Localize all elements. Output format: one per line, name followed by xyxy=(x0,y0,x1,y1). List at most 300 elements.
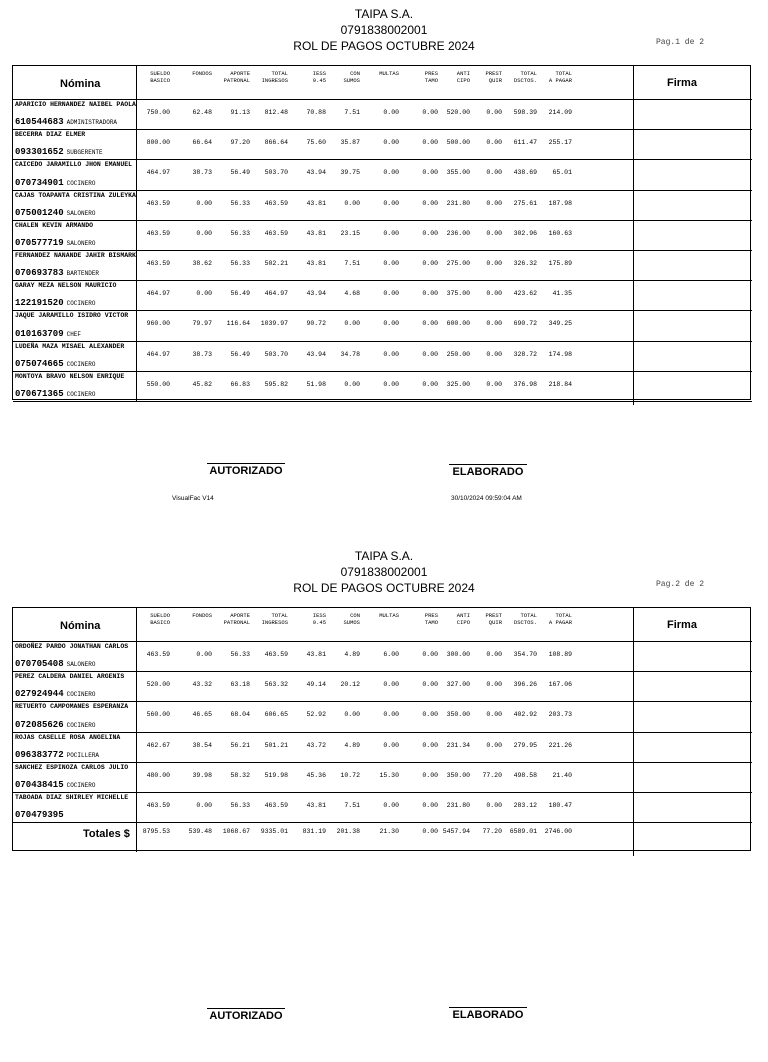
cell-value: 236.00 xyxy=(446,229,470,237)
table-row xyxy=(13,99,752,129)
cell-value: 0.00 xyxy=(383,350,399,358)
employee-position: SALONERO xyxy=(66,239,96,247)
cell-value: 0.00 xyxy=(422,290,438,298)
column-header: IESS 9.45 xyxy=(312,70,326,84)
cell-value: 349.25 xyxy=(548,320,572,328)
cell-value: 464.97 xyxy=(146,350,170,358)
table-row xyxy=(13,732,752,762)
cell-value: 812.48 xyxy=(264,109,288,116)
cell-value: 396.26 xyxy=(513,681,537,689)
cell-value: 1039.97 xyxy=(260,320,288,328)
cell-value: 501.21 xyxy=(264,741,288,749)
cell-value: 56.33 xyxy=(230,199,250,207)
cell-value: 21.40 xyxy=(552,771,572,779)
cell-value: 39.75 xyxy=(340,169,360,177)
cell-value: 0.00 xyxy=(344,199,360,207)
employee-position: COCINERO xyxy=(66,360,96,368)
employee-id xyxy=(15,659,95,670)
cell-value: 375.00 xyxy=(446,290,470,298)
cell-value: 175.89 xyxy=(548,260,572,267)
employee-name: CHALEN KEVIN ARMANDO xyxy=(15,221,94,229)
cell-value: 325.00 xyxy=(446,380,470,388)
employee-name: CAICEDO JARAMILLO JHON EMANUEL xyxy=(15,161,133,169)
cell-value: 70.88 xyxy=(306,109,326,116)
total-value: 77.20 xyxy=(482,828,502,836)
total-value: 21.30 xyxy=(379,828,399,836)
table-row xyxy=(13,190,752,220)
cell-value: 174.98 xyxy=(548,350,572,358)
cell-value: 203.73 xyxy=(548,711,572,719)
totals-label: Totales $ xyxy=(83,828,130,841)
cell-value: 7.51 xyxy=(344,109,360,116)
row-divider xyxy=(13,401,752,402)
cell-value: 91.13 xyxy=(230,109,250,116)
cell-value: 43.81 xyxy=(306,199,326,207)
cell-value: 0.00 xyxy=(383,139,399,147)
cell-value: 0.00 xyxy=(196,229,212,237)
column-header: IESS 9.45 xyxy=(312,612,326,626)
table-row xyxy=(13,371,752,401)
employee-id-number: 070734901 xyxy=(15,177,64,188)
company-ruc: 0791838002001 xyxy=(340,23,428,37)
cell-value: 463.59 xyxy=(146,229,170,237)
firma-header: Firma xyxy=(667,77,697,89)
cell-value: 0.00 xyxy=(383,229,399,237)
column-header: TOTAL A PAGAR xyxy=(548,70,572,84)
cell-value: 56.49 xyxy=(230,350,250,358)
elaborado-signature: ELABORADO xyxy=(449,1007,527,1021)
employee-id-number: 075074665 xyxy=(15,358,64,369)
cell-value: 0.00 xyxy=(486,169,502,177)
column-header: MULTAS xyxy=(379,70,399,77)
employee-position: COCINERO xyxy=(66,179,96,187)
cell-value: 20.12 xyxy=(340,681,360,689)
employee-id xyxy=(15,810,67,821)
employee-name: BECERRA DIAZ ELMER xyxy=(15,131,86,139)
cell-value: 0.00 xyxy=(486,711,502,719)
employee-name: CAJAS TOAPANTA CRISTINA ZULEYKA xyxy=(15,191,136,199)
cell-value: 0.00 xyxy=(383,320,399,328)
employee-id xyxy=(15,208,95,219)
employee-id xyxy=(15,298,95,309)
cell-value: 187.98 xyxy=(548,199,572,207)
employee-position: SALONERO xyxy=(66,209,96,217)
cell-value: 350.00 xyxy=(446,711,470,719)
cell-value: 7.51 xyxy=(344,260,360,267)
cell-value: 0.00 xyxy=(422,681,438,689)
cell-value: 463.59 xyxy=(264,651,288,658)
cell-value: 108.89 xyxy=(548,651,572,658)
cell-value: 167.06 xyxy=(548,681,572,689)
cell-value: 43.32 xyxy=(192,681,212,689)
cell-value: 15.30 xyxy=(379,771,399,779)
cell-value: 519.98 xyxy=(264,771,288,779)
cell-value: 43.81 xyxy=(306,260,326,267)
cell-value: 160.63 xyxy=(548,229,572,237)
cell-value: 0.00 xyxy=(196,290,212,298)
cell-value: 520.00 xyxy=(146,681,170,689)
cell-value: 500.00 xyxy=(446,139,470,147)
cell-value: 0.00 xyxy=(196,199,212,207)
employee-id-number: 027924944 xyxy=(15,689,64,700)
employee-id xyxy=(15,268,99,279)
employee-name: FERNANDEZ NANANDE JAHIR BISMARK xyxy=(15,252,136,259)
column-header: TOTAL INGRESOS xyxy=(261,70,288,84)
cell-value: 49.14 xyxy=(306,681,326,689)
cell-value: 463.59 xyxy=(264,229,288,237)
cell-value: 275.00 xyxy=(446,260,470,267)
column-header: FONDOS xyxy=(192,612,212,619)
cell-value: 38.62 xyxy=(192,260,212,267)
column-header: CON SUMOS xyxy=(343,70,360,84)
cell-value: 0.00 xyxy=(383,169,399,177)
table-row xyxy=(13,792,752,822)
employee-position: ADMINISTRADORA xyxy=(66,119,118,127)
cell-value: 550.00 xyxy=(146,380,170,388)
employee-position: SUBGERENTE xyxy=(66,149,103,157)
autorizado-signature: AUTORIZADO xyxy=(207,463,285,477)
cell-value: 43.94 xyxy=(306,169,326,177)
cell-value: 10.72 xyxy=(340,771,360,779)
cell-value: 800.00 xyxy=(146,139,170,147)
employee-position: COCINERO xyxy=(66,721,96,729)
column-header: TOTAL A PAGAR xyxy=(548,612,572,626)
cell-value: 75.60 xyxy=(306,139,326,147)
cell-value: 4.89 xyxy=(344,651,360,658)
firma-header: Firma xyxy=(667,619,697,631)
employee-name: MONTOYA BRAVO NELSON ENRIQUE xyxy=(15,372,125,380)
cell-value: 0.00 xyxy=(422,771,438,779)
cell-value: 0.00 xyxy=(486,320,502,328)
employee-id-number: 070479395 xyxy=(15,810,64,821)
cell-value: 463.59 xyxy=(146,651,170,658)
cell-value: 58.32 xyxy=(230,771,250,779)
cell-value: 520.00 xyxy=(446,109,470,116)
cell-value: 0.00 xyxy=(486,290,502,298)
column-header: PRES TAMO xyxy=(424,70,438,84)
cell-value: 600.00 xyxy=(446,320,470,328)
cell-value: 0.00 xyxy=(383,802,399,809)
employee-id-number: 122191520 xyxy=(15,298,64,309)
table-row xyxy=(13,341,752,371)
column-header: SUELDO BASICO xyxy=(150,70,170,84)
report-title: ROL DE PAGOS OCTUBRE 2024 xyxy=(293,581,475,595)
cell-value: 0.00 xyxy=(422,199,438,207)
cell-value: 606.65 xyxy=(264,711,288,719)
cell-value: 43.94 xyxy=(306,350,326,358)
employee-position: POCILLERA xyxy=(66,751,100,759)
total-value: 831.19 xyxy=(302,828,326,836)
total-value: 5457.94 xyxy=(442,828,470,836)
page-number: Pag.1 de 2 xyxy=(656,38,705,47)
employee-id-number: 075001240 xyxy=(15,207,64,218)
cell-value: 66.64 xyxy=(192,139,212,147)
table-row xyxy=(13,280,752,310)
cell-value: 56.33 xyxy=(230,229,250,237)
cell-value: 464.97 xyxy=(264,290,288,298)
table-row xyxy=(13,159,752,189)
cell-value: 279.95 xyxy=(513,741,537,749)
cell-value: 43.81 xyxy=(306,802,326,809)
cell-value: 463.59 xyxy=(146,260,170,267)
table-row xyxy=(13,129,752,159)
cell-value: 56.33 xyxy=(230,260,250,267)
column-header: SUELDO BASICO xyxy=(150,612,170,626)
employee-id xyxy=(15,329,81,340)
cell-value: 250.00 xyxy=(446,350,470,358)
column-header: CON SUMOS xyxy=(343,612,360,626)
employee-id-number: 070705408 xyxy=(15,659,64,670)
payroll-table xyxy=(12,65,751,400)
cell-value: 464.97 xyxy=(146,169,170,177)
cell-value: 300.00 xyxy=(446,651,470,658)
cell-value: 463.59 xyxy=(264,199,288,207)
column-header: PREST QUIR xyxy=(485,70,502,84)
cell-value: 326.32 xyxy=(513,260,537,267)
cell-value: 0.00 xyxy=(383,741,399,749)
cell-value: 463.59 xyxy=(264,802,288,809)
column-header: TOTAL INGRESOS xyxy=(261,612,288,626)
column-header: TOTAL DSCTOS. xyxy=(513,612,537,626)
cell-value: 354.70 xyxy=(513,651,537,658)
cell-value: 0.00 xyxy=(422,380,438,388)
cell-value: 51.98 xyxy=(306,380,326,388)
employee-name: ROJAS CASELLE ROSA ANGELINA xyxy=(15,733,121,741)
employee-name: SANCHEZ ESPINOZA CARLOS JULIO xyxy=(15,763,129,771)
cell-value: 41.35 xyxy=(552,290,572,298)
employee-id xyxy=(15,147,103,158)
cell-value: 63.18 xyxy=(230,681,250,689)
cell-value: 116.64 xyxy=(226,320,250,328)
cell-value: 463.59 xyxy=(146,199,170,207)
employee-name: RETUERTO CAMPOMANES ESPERANZA xyxy=(15,703,129,711)
employee-name: JAQUE JARAMILLO ISIDRO VICTOR xyxy=(15,312,129,320)
column-header: APORTE PATRONAL xyxy=(223,612,250,626)
cell-value: 90.72 xyxy=(306,320,326,328)
cell-value: 498.58 xyxy=(513,771,537,779)
cell-value: 595.82 xyxy=(264,380,288,388)
cell-value: 462.67 xyxy=(146,741,170,749)
cell-value: 4.89 xyxy=(344,741,360,749)
employee-name: PEREZ CALDERA DANIEL ARGENIS xyxy=(15,673,125,681)
employee-id xyxy=(15,689,95,700)
total-value: 2746.00 xyxy=(544,828,572,836)
report-page xyxy=(0,542,768,1062)
cell-value: 214.09 xyxy=(548,109,572,116)
cell-value: 45.36 xyxy=(306,771,326,779)
cell-value: 38.73 xyxy=(192,350,212,358)
employee-position: COCINERO xyxy=(66,390,96,398)
cell-value: 0.00 xyxy=(196,651,212,658)
cell-value: 0.00 xyxy=(486,651,502,658)
table-row xyxy=(13,701,752,731)
cell-value: 0.00 xyxy=(486,139,502,147)
table-row xyxy=(13,762,752,792)
cell-value: 62.48 xyxy=(192,109,212,116)
cell-value: 866.64 xyxy=(264,139,288,147)
cell-value: 0.00 xyxy=(422,139,438,147)
cell-value: 38.73 xyxy=(192,169,212,177)
employee-name: LUDEÑA MAZA MISAEL ALEXANDER xyxy=(15,342,125,350)
employee-name: TABOADA DIAZ SHIRLEY MICHELLE xyxy=(15,794,129,801)
employee-id xyxy=(15,178,95,189)
cell-value: 0.00 xyxy=(422,320,438,328)
cell-value: 0.00 xyxy=(383,711,399,719)
cell-value: 0.00 xyxy=(422,229,438,237)
nomina-header: Nómina xyxy=(60,620,101,632)
cell-value: 275.61 xyxy=(513,199,537,207)
report-page xyxy=(0,0,768,520)
cell-value: 327.00 xyxy=(446,681,470,689)
cell-value: 0.00 xyxy=(422,741,438,749)
cell-value: 39.98 xyxy=(192,771,212,779)
employee-id xyxy=(15,389,95,400)
cell-value: 0.00 xyxy=(486,380,502,388)
page-number: Pag.2 de 2 xyxy=(656,580,705,589)
table-row xyxy=(13,220,752,250)
software-label: VisualFac V14 xyxy=(172,495,214,502)
column-header: MULTAS xyxy=(379,612,399,619)
cell-value: 0.00 xyxy=(383,380,399,388)
cell-value: 598.39 xyxy=(513,109,537,116)
cell-value: 56.33 xyxy=(230,651,250,658)
cell-value: 0.00 xyxy=(486,109,502,116)
cell-value: 750.00 xyxy=(146,109,170,116)
employee-id-number: 010163709 xyxy=(15,328,64,339)
cell-value: 355.00 xyxy=(446,169,470,177)
cell-value: 34.78 xyxy=(340,350,360,358)
cell-value: 402.92 xyxy=(513,711,537,719)
cell-value: 0.00 xyxy=(196,802,212,809)
cell-value: 502.21 xyxy=(264,260,288,267)
cell-value: 218.84 xyxy=(548,380,572,388)
payroll-table xyxy=(12,607,751,851)
total-value: 201.38 xyxy=(336,828,360,836)
cell-value: 328.72 xyxy=(513,350,537,358)
cell-value: 45.82 xyxy=(192,380,212,388)
table-row xyxy=(13,641,752,671)
cell-value: 255.17 xyxy=(548,139,572,147)
cell-value: 0.00 xyxy=(486,350,502,358)
column-header: PREST QUIR xyxy=(485,612,502,626)
cell-value: 283.12 xyxy=(513,802,537,809)
cell-value: 438.69 xyxy=(513,169,537,177)
cell-value: 231.80 xyxy=(446,199,470,207)
cell-value: 0.00 xyxy=(383,260,399,267)
cell-value: 43.72 xyxy=(306,741,326,749)
employee-position: COCINERO xyxy=(66,781,96,789)
total-value: 9335.01 xyxy=(260,828,288,836)
elaborado-signature: ELABORADO xyxy=(449,464,527,478)
employee-id xyxy=(15,359,95,370)
cell-value: 0.00 xyxy=(383,109,399,116)
cell-value: 7.51 xyxy=(344,802,360,809)
autorizado-signature: AUTORIZADO xyxy=(207,1008,285,1022)
cell-value: 0.00 xyxy=(422,711,438,719)
cell-value: 0.00 xyxy=(422,109,438,116)
table-row xyxy=(13,250,752,280)
cell-value: 231.34 xyxy=(446,741,470,749)
employee-id-number: 093301652 xyxy=(15,147,64,158)
cell-value: 464.97 xyxy=(146,290,170,298)
cell-value: 65.01 xyxy=(552,169,572,177)
cell-value: 960.00 xyxy=(146,320,170,328)
cell-value: 43.81 xyxy=(306,651,326,658)
employee-id-number: 096383772 xyxy=(15,749,64,760)
cell-value: 0.00 xyxy=(486,260,502,267)
employee-id xyxy=(15,117,117,128)
cell-value: 0.00 xyxy=(422,802,438,809)
cell-value: 43.81 xyxy=(306,229,326,237)
cell-value: 35.87 xyxy=(340,139,360,147)
column-header: FONDOS xyxy=(192,70,212,77)
cell-value: 56.33 xyxy=(230,802,250,809)
cell-value: 56.49 xyxy=(230,169,250,177)
totals-row xyxy=(13,822,752,852)
company-name: TAIPA S.A. xyxy=(354,549,414,563)
cell-value: 302.96 xyxy=(513,229,537,237)
employee-id-number: 610544683 xyxy=(15,117,64,128)
total-value: 6589.01 xyxy=(509,828,537,836)
cell-value: 38.54 xyxy=(192,741,212,749)
total-value: 539.48 xyxy=(188,828,212,836)
cell-value: 560.00 xyxy=(146,711,170,719)
cell-value: 23.15 xyxy=(340,229,360,237)
cell-value: 0.00 xyxy=(486,199,502,207)
cell-value: 231.80 xyxy=(446,802,470,809)
employee-id-number: 072085626 xyxy=(15,719,64,730)
employee-id xyxy=(15,720,95,731)
cell-value: 52.92 xyxy=(306,711,326,719)
cell-value: 0.00 xyxy=(383,290,399,298)
employee-position: CHEF xyxy=(66,330,82,338)
employee-position: COCINERO xyxy=(66,691,96,699)
cell-value: 0.00 xyxy=(383,199,399,207)
cell-value: 6.00 xyxy=(383,651,399,658)
employee-name: ORDOÑEZ PARDO JONATHAN CARLOS xyxy=(15,643,129,650)
column-header: ANTI CIPO xyxy=(456,612,470,626)
employee-name: GARAY MEZA NELSON MAURICIO xyxy=(15,282,117,290)
employee-position: COCINERO xyxy=(66,300,96,308)
employee-id-number: 070671365 xyxy=(15,388,64,399)
total-value: 1068.67 xyxy=(222,828,250,836)
cell-value: 79.97 xyxy=(192,320,212,328)
column-header: APORTE PATRONAL xyxy=(223,70,250,84)
timestamp: 30/10/2024 09:59:04 AM xyxy=(451,495,522,502)
cell-value: 180.47 xyxy=(548,802,572,809)
cell-value: 66.83 xyxy=(230,380,250,388)
cell-value: 56.49 xyxy=(230,290,250,298)
cell-value: 463.59 xyxy=(146,802,170,809)
employee-id xyxy=(15,238,95,249)
report-title: ROL DE PAGOS OCTUBRE 2024 xyxy=(293,39,475,53)
employee-id-number: 070438415 xyxy=(15,779,64,790)
employee-position: SALONERO xyxy=(66,661,96,669)
cell-value: 221.26 xyxy=(548,741,572,749)
cell-value: 56.21 xyxy=(230,741,250,749)
employee-position: BARTENDER xyxy=(66,270,100,278)
column-header: ANTI CIPO xyxy=(456,70,470,84)
cell-value: 0.00 xyxy=(422,260,438,267)
column-header: TOTAL DSCTOS. xyxy=(513,70,537,84)
cell-value: 43.94 xyxy=(306,290,326,298)
cell-value: 0.00 xyxy=(344,320,360,328)
cell-value: 376.98 xyxy=(513,380,537,388)
employee-id-number: 070693783 xyxy=(15,268,64,279)
cell-value: 0.00 xyxy=(486,229,502,237)
total-value: 8795.53 xyxy=(142,828,170,836)
cell-value: 503.70 xyxy=(264,350,288,358)
